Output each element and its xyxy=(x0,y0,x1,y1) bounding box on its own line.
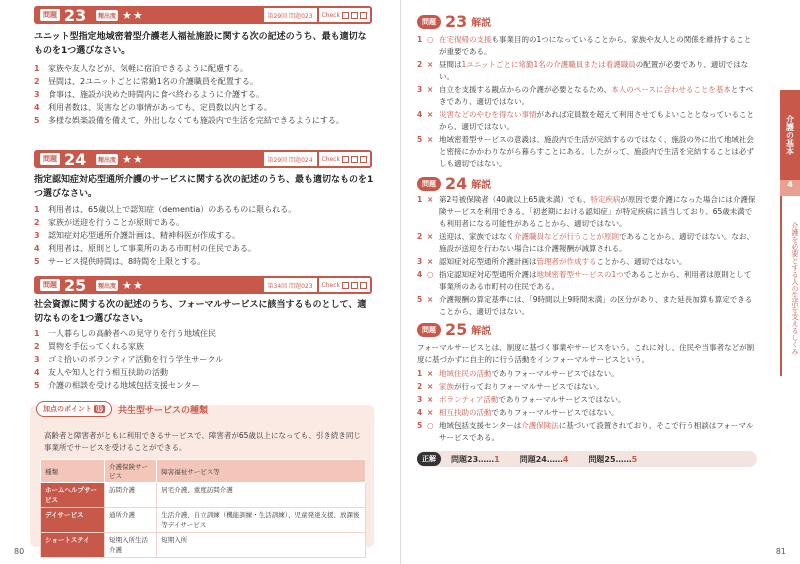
question-24-options xyxy=(34,203,374,268)
answer-item: 1 × 第2号被保険者（40歳以上65歳未満）でも、特定疾病が原因で要介護になった場合には介護保険サービスを利用できる。「初老期における認知症」が特定疾病に該当しており、65歳未満でも利用者になる可能性があることから、適切ではない。 xyxy=(417,195,756,228)
answer-25-header: 問題 25 解説 xyxy=(417,320,491,339)
chapter-tab[interactable]: 介護の基本 xyxy=(780,90,800,180)
answer-25-list xyxy=(417,368,757,445)
answer-item: 3 × 認知症対応型通所介護計画は管理者が作成することから、適切ではない。 xyxy=(417,257,687,266)
answer-item: 1 ○ 在宅復帰の支援も事業目的の1つになっていることから、家族や友人との関係を維持することが重要である。 xyxy=(417,35,752,56)
check-boxes[interactable]: Check xyxy=(319,8,370,22)
answer-23-header: 問題 23 解説 xyxy=(417,12,491,31)
answer-item: 4 ○ 指定認知症対応型通所介護は地域密着型サービスの1つであることから、利用者は原則として事業所のある市町村の住民である。 xyxy=(417,270,752,291)
point-title xyxy=(36,401,208,417)
answer-item: 3 × 自立を支援する観点からの介護が必要となるため、本人のペースに合わせることを基本とすべきであり、適切ではない。 xyxy=(417,85,754,106)
answer-item: 5 ○ 地域包括支援センターは介護保険法に基づいて設置されており、そこで行う相談はフォーマルサービスである。 xyxy=(417,421,754,442)
answer-item: 4 × 相互扶助の活動でありフォーマルサービスではない。 xyxy=(417,408,619,417)
question-label: 問題 xyxy=(40,9,60,21)
question-25-text: 社会資源に関する次の記述のうち、フォーマルサービスに該当するものとして、適切なものを1つ選びなさい。 xyxy=(34,300,367,324)
option: 4 利用者は、原則として事業所のある市町村の住民である。 xyxy=(34,244,256,253)
option: 2 昼間は、2ユニットごとに常勤1名の介護職員を配置する。 xyxy=(34,77,258,86)
check-boxes[interactable]: Check xyxy=(319,278,370,292)
question-24-text: 指定認知症対応型通所介護のサービスに関する次の記述のうち、最も適切なものを1つ選びなさい。 xyxy=(34,175,374,199)
option: 1 家族や友人などが、気軽に宿泊できるように配慮する。 xyxy=(34,64,248,73)
section-tab: 介護を必要とする人の生活を支えるしくみ xyxy=(780,196,800,376)
check-boxes[interactable]: Check xyxy=(319,152,370,166)
question-23-header xyxy=(34,6,372,24)
answer-item: 5 × 介護報酬の算定基準には、「9時間以上9時間未満」の区分があり、また延長加算も算定できることから、適切ではない。 xyxy=(417,295,753,316)
difficulty-stars: ★★ xyxy=(122,8,144,22)
table-row: ホームヘルプサービス 訪問介護 居宅介護、重度訪問介護 xyxy=(41,483,366,508)
answer-item: 4 × 災害などのやむを得ない事情があれば定員数を超えて利用させてもよいこととなっていることから、適切ではない。 xyxy=(417,110,754,131)
option: 5 多様な娯楽設備を備えて、外出しなくても施設内で生活を完結できるようにする。 xyxy=(34,116,344,125)
table-row: ショートステイ 短期入所生活介護 短期入所 xyxy=(41,533,366,558)
correct-label: 正解 xyxy=(417,452,441,466)
question-23-text: ユニット型指定地域密着型介護老人福祉施設に関する次の記述のうち、最も適切なものを1つ選びなさい。 xyxy=(34,32,367,56)
answer-summary: 問題24……4 xyxy=(519,454,569,464)
right-page xyxy=(400,0,800,564)
answer-24-header: 問題 24 解説 xyxy=(417,174,491,193)
point-heading: 共生型サービスの種類 xyxy=(118,405,209,416)
table-header: 介護保険サービス xyxy=(105,460,157,483)
question-25-header xyxy=(34,276,372,294)
difficulty-stars: ★★ xyxy=(122,152,144,166)
point-text: 高齢者と障害者がともに利用できるサービスで、障害者が65歳以上になっても、引き続き同じ事業所でサービスを受けることができる。 xyxy=(44,431,361,452)
question-number: 23 xyxy=(64,5,87,25)
difficulty-label: 頻出度 xyxy=(96,10,118,21)
answer-item: 3 × ボランティア活動でありフォーマルサービスではない。 xyxy=(417,395,626,404)
difficulty-label: 頻出度 xyxy=(96,280,118,291)
question-24-header xyxy=(34,150,372,168)
question-label: 問題 xyxy=(40,279,60,291)
answer-item: 1 × 地域住民の活動でありフォーマルサービスではない。 xyxy=(417,369,619,378)
table-header: 種類 xyxy=(41,460,105,483)
option: 1 利用者は、65歳以上で認知症（dementia）のあるものに限られる。 xyxy=(34,205,297,214)
service-table xyxy=(40,459,366,558)
option: 4 利用者数は、災害などの事情があっても、定員数以内とする。 xyxy=(34,103,272,112)
option: 3 認知症対応型通所介護計画は、精神科医が作成する。 xyxy=(34,231,240,240)
difficulty-label: 頻出度 xyxy=(96,154,118,165)
answer-item: 2 × 送迎は、家族ではなく介護職員などが行うことが原則であることから、適切ではない。なお、施設が送迎を行わない場合には介護報酬が減算される。 xyxy=(417,232,754,253)
answer-24-list xyxy=(417,194,757,319)
question-number: 24 xyxy=(64,149,87,169)
table-header: 障害福祉サービス等 xyxy=(157,460,366,483)
question-23-options xyxy=(34,62,374,127)
chapter-number: 4 xyxy=(780,180,800,196)
page-number: 81 xyxy=(775,547,786,556)
answer-item: 2 × 昼間は1ユニットごとに常勤1名の介護職員または看護職員の配置が必要であり、適切ではない。 xyxy=(417,60,749,81)
question-source: 第29回 問題023 xyxy=(264,8,317,22)
question-source: 第29回 問題024 xyxy=(264,152,317,166)
option: 2 買物を手伝ってくれる家族 xyxy=(34,342,144,351)
point-box xyxy=(30,405,374,554)
answer-23-list xyxy=(417,34,757,171)
option: 5 介護の相談を受ける地域包括支援センター xyxy=(34,381,200,390)
answer-25-intro: フォーマルサービスとは、制度に基づく事業やサービスをいう。これに対し、住民や当事者などが制度に基づかずに自主的に行う活動をインフォーマルサービスという。 xyxy=(417,343,755,364)
question-number: 25 xyxy=(64,275,87,295)
answer-summary: 問題25……5 xyxy=(588,454,638,464)
question-25-options xyxy=(34,327,374,392)
correct-answers xyxy=(417,451,757,467)
point-badge: 加点のポイント ⑬ xyxy=(36,401,112,417)
page-number: 80 xyxy=(14,547,25,556)
option: 3 ゴミ拾いのボランティア活動を行う学生サークル xyxy=(34,355,224,364)
question-label: 問題 xyxy=(40,153,60,165)
option: 5 サービス提供時間は、8時間を上限とする。 xyxy=(34,257,206,266)
question-source: 第34回 問題023 xyxy=(264,278,317,292)
answer-summary: 問題23……1 xyxy=(451,454,500,464)
answer-item: 5 × 地域密着型サービスの意義は、施設内で生活が完結するのではなく、施設の外に出て地域社会と密接にかかわりながら暮らすことにある。したがって、施設内で生活を完結することは必ずしも適切ではない。 xyxy=(417,135,754,168)
option: 3 食事は、施設が決めた時間内に食べ終わるように介護する。 xyxy=(34,90,264,99)
option: 4 友人や知人と行う相互扶助の活動 xyxy=(34,368,168,377)
difficulty-stars: ★★ xyxy=(122,278,144,292)
answer-item: 2 × 家族が行っておりフォーマルサービスではない。 xyxy=(417,382,604,391)
option: 2 家族が送迎を行うことが原則である。 xyxy=(34,218,184,227)
option: 1 一人暮らしの高齢者への見守りを行う地域住民 xyxy=(34,329,216,338)
table-row: デイサービス 通所介護 生活介護、自立訓練（機能訓練・生活訓練）、児童発達支援、放課後等デイサービス xyxy=(41,508,366,533)
